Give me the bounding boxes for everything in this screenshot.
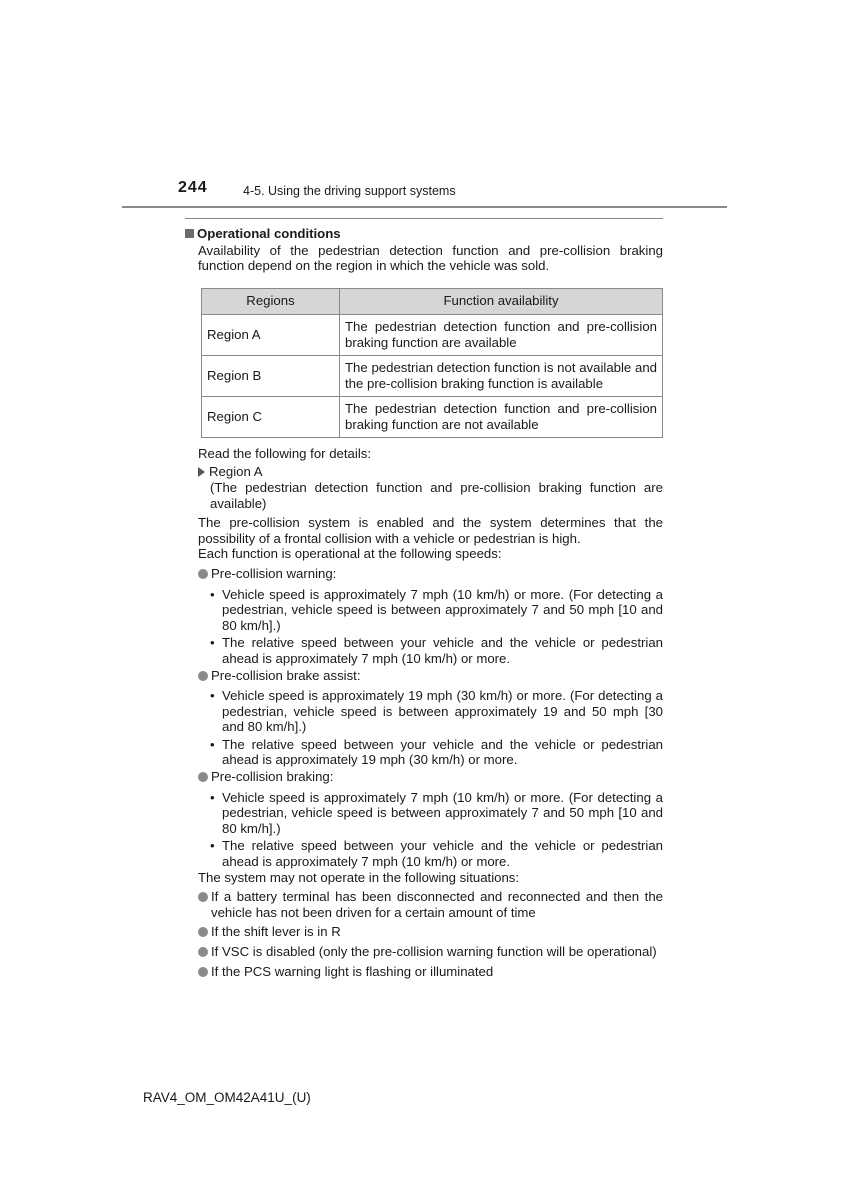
function-condition — [210, 688, 663, 735]
table-row — [202, 314, 663, 355]
section-intro: Availability of the pedestrian detection function and pre-collision braking function depend on the region in which the vehicle was sold. — [198, 242, 663, 274]
circle-bullet-icon — [198, 569, 208, 579]
region-a-note: (The pedestrian detection function and pre-collision braking function are available) — [210, 479, 663, 511]
bullet-dot: • — [210, 586, 215, 602]
function-condition — [210, 838, 663, 869]
table-cell-region: Region C — [202, 396, 340, 437]
header-divider — [122, 206, 727, 208]
bullet-dot: • — [210, 688, 215, 704]
bullet-dot: • — [210, 838, 215, 854]
function-item — [198, 668, 663, 684]
circle-bullet-icon — [198, 927, 208, 937]
not-operate-item — [198, 964, 663, 980]
table-row — [202, 396, 663, 437]
function-condition-text: Vehicle speed is approximately 7 mph (10 km/h) or more. (For detecting a pedestrian, vehicle speed is between approximately 7 and 50 mph [10 and 80 km/h].) — [222, 586, 663, 633]
not-operate-intro: The system may not operate in the following situations: — [198, 869, 520, 885]
function-condition-text: The relative speed between your vehicle and the vehicle or pedestrian ahead is approximately 7 mph (10 km/h) or more. — [222, 838, 663, 870]
section-heading-text: Operational conditions — [197, 226, 341, 241]
function-condition — [210, 790, 663, 837]
function-item — [198, 769, 663, 785]
table-cell-availability: The pedestrian detection function and pre-collision braking function are not available — [340, 396, 663, 437]
table-header-regions: Regions — [202, 288, 340, 314]
not-operate-text: If the shift lever is in R — [211, 924, 341, 940]
section-heading — [185, 226, 663, 242]
read-following-text: Read the following for details: — [198, 445, 372, 461]
triangle-right-icon — [198, 467, 205, 477]
circle-bullet-icon — [198, 967, 208, 977]
circle-bullet-icon — [198, 772, 208, 782]
table-row — [202, 355, 663, 396]
circle-bullet-icon — [198, 947, 208, 957]
circle-bullet-icon — [198, 892, 208, 902]
bullet-dot: • — [210, 635, 215, 651]
section-title: 4-5. Using the driving support systems — [243, 184, 456, 198]
page-header — [0, 0, 848, 210]
not-operate-text: If VSC is disabled (only the pre-collision warning function will be operational) — [211, 944, 657, 959]
function-condition-text: Vehicle speed is approximately 7 mph (10 km/h) or more. (For detecting a pedestrian, vehicle speed is between approximately 7 and 50 mph [10 and 80 km/h].) — [222, 789, 663, 836]
function-label: Pre-collision brake assist: — [211, 667, 361, 683]
not-operate-text: If a battery terminal has been disconnected and reconnected and then the vehicle has not been driven for a certain amount of time — [211, 889, 663, 920]
function-item — [198, 566, 663, 582]
function-condition — [210, 635, 663, 666]
function-condition — [210, 737, 663, 768]
not-operate-item — [198, 889, 663, 920]
main-content — [185, 218, 663, 979]
table-cell-availability: The pedestrian detection function and pre-collision braking function are available — [340, 314, 663, 355]
not-operate-item — [198, 924, 663, 940]
table-cell-region: Region B — [202, 355, 340, 396]
table-cell-availability: The pedestrian detection function is not available and the pre-collision braking function is available — [340, 355, 663, 396]
function-label: Pre-collision braking: — [211, 769, 334, 785]
page-number: 244 — [178, 179, 208, 196]
function-label: Pre-collision warning: — [211, 565, 337, 581]
circle-bullet-icon — [198, 671, 208, 681]
function-condition-text: The relative speed between your vehicle and the vehicle or pedestrian ahead is approximately 7 mph (10 km/h) or more. — [222, 635, 663, 666]
speeds-intro-text: Each function is operational at the following speeds: — [198, 546, 502, 562]
not-operate-item — [198, 944, 663, 960]
region-a-label: Region A — [209, 464, 263, 480]
table-header-row — [202, 288, 663, 314]
bullet-dot: • — [210, 736, 215, 752]
region-a-item — [198, 464, 663, 480]
function-condition-text: The relative speed between your vehicle and the vehicle or pedestrian ahead is approximately 19 mph (30 km/h) or more. — [222, 736, 663, 768]
function-condition-text: Vehicle speed is approximately 19 mph (30 km/h) or more. (For detecting a pedestrian, vehicle speed is between approximately 19 and 50 mph [30 and 80 km/h].) — [222, 688, 663, 735]
table-header-availability: Function availability — [340, 288, 663, 314]
section-divider — [185, 218, 663, 219]
footer-code: RAV4_OM_OM42A41U_(U) — [143, 1090, 311, 1105]
square-bullet-icon — [185, 229, 194, 238]
region-availability-table — [201, 288, 663, 438]
system-enabled-text: The pre-collision system is enabled and the system determines that the possibility of a frontal collision with a vehicle or pedestrian is high. — [198, 515, 663, 546]
table-cell-region: Region A — [202, 314, 340, 355]
bullet-dot: • — [210, 789, 215, 805]
not-operate-text: If the PCS warning light is flashing or illuminated — [211, 963, 494, 979]
function-condition — [210, 587, 663, 634]
